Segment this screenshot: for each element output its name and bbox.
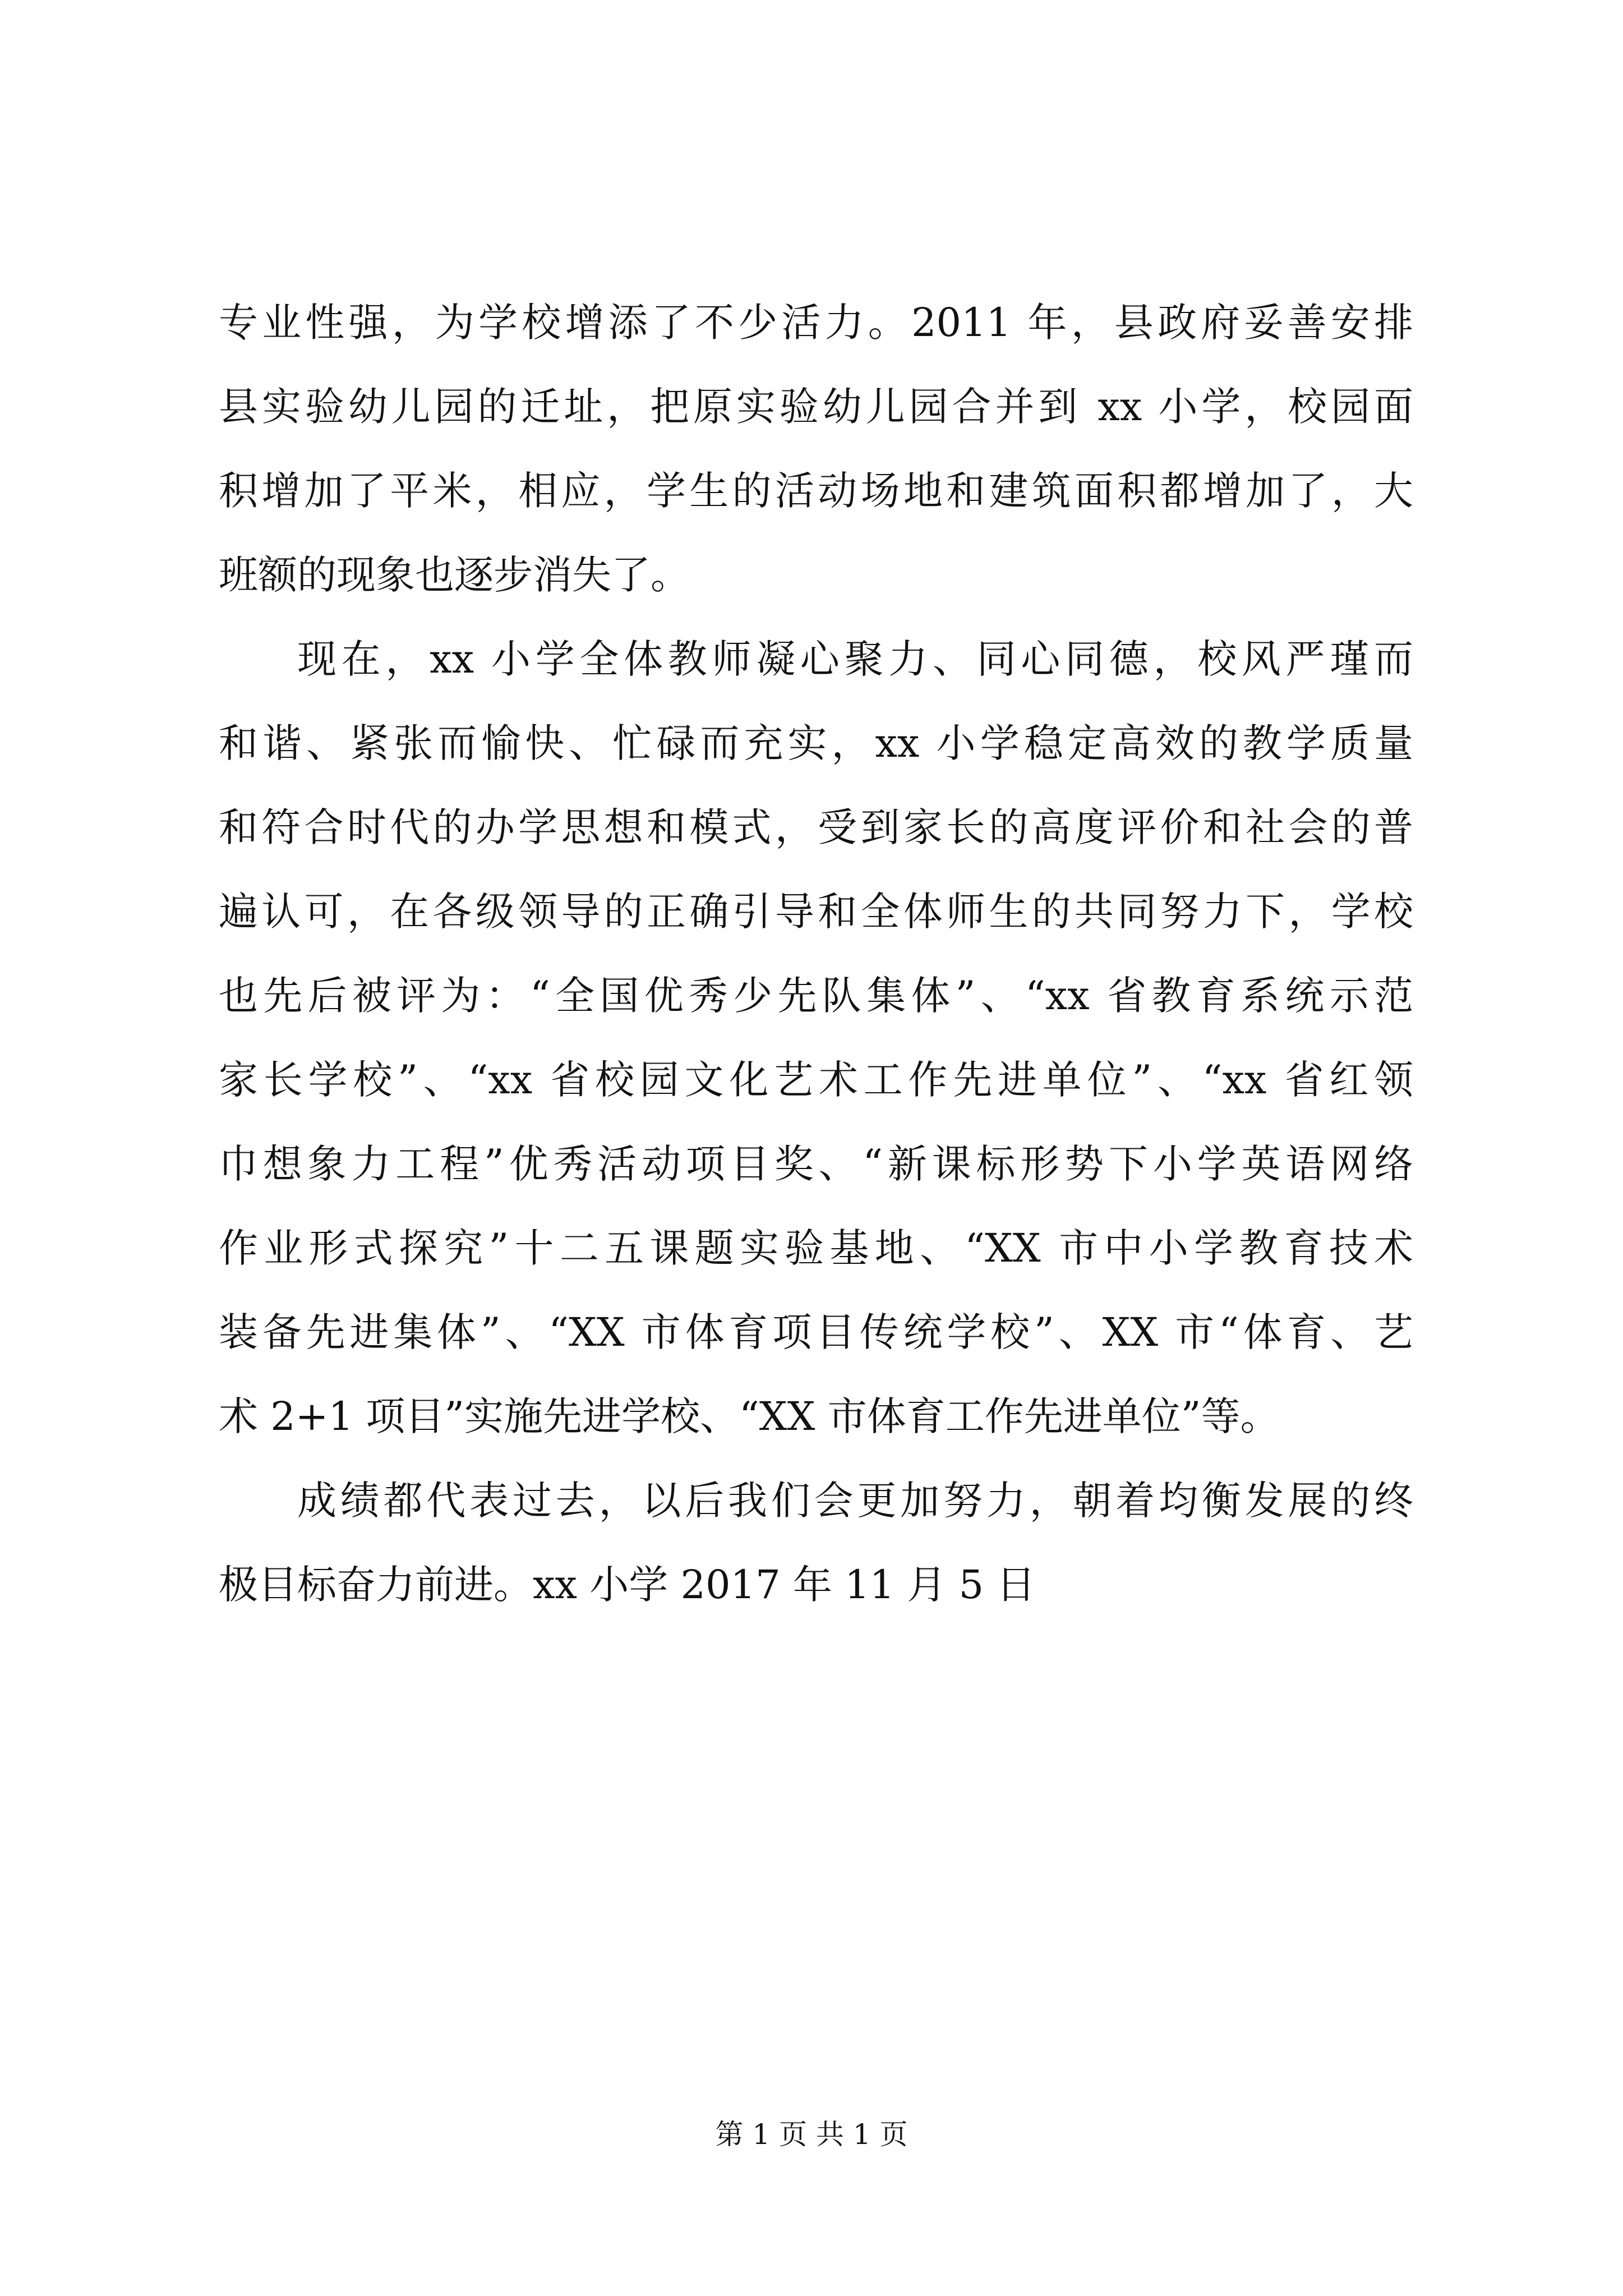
text-line: 专业性强，为学校增添了不少活力。2011 年，县政府妥善安排 bbox=[219, 300, 1413, 346]
paragraph-1 bbox=[219, 280, 1413, 617]
text-line: 家长学校”、“xx 省校园文化艺术工作先进单位”、“xx 省红领 bbox=[219, 1057, 1413, 1103]
text-line: 现在，xx 小学全体教师凝心聚力、同心同德，校风严瑾而 bbox=[297, 636, 1413, 682]
page-number-footer: 第 1 页 共 1 页 bbox=[715, 2118, 908, 2151]
text-line: 极目标奋力前进。xx 小学 2017 年 11 月 5 日 bbox=[219, 1562, 1036, 1608]
text-line: 成绩都代表过去，以后我们会更加努力，朝着均衡发展的终 bbox=[297, 1478, 1413, 1524]
text-line: 县实验幼儿园的迁址，把原实验幼儿园合并到 xx 小学，校园面 bbox=[219, 384, 1413, 430]
text-line: 巾想象力工程”优秀活动项目奖、“新课标形势下小学英语网络 bbox=[219, 1141, 1413, 1187]
text-line: 积增加了平米，相应，学生的活动场地和建筑面积都增加了，大 bbox=[219, 468, 1413, 514]
text-line: 和谐、紧张而愉快、忙碌而充实，xx 小学稳定高效的教学质量 bbox=[219, 720, 1413, 766]
text-line: 班额的现象也逐步消失了。 bbox=[219, 552, 690, 598]
paragraph-3 bbox=[219, 1458, 1413, 1627]
paragraph-2 bbox=[219, 617, 1413, 1458]
text-line: 和符合时代的办学思想和模式，受到家长的高度评价和社会的普 bbox=[219, 804, 1413, 850]
text-line: 装备先进集体”、“XX 市体育项目传统学校”、XX 市“体育、艺 bbox=[219, 1309, 1413, 1355]
text-line: 也先后被评为：“全国优秀少先队集体”、“xx 省教育系统示范 bbox=[219, 973, 1413, 1019]
text-line: 作业形式探究”十二五课题实验基地、“XX 市中小学教育技术 bbox=[219, 1225, 1413, 1271]
text-line: 遍认可，在各级领导的正确引导和全体师生的共同努力下，学校 bbox=[219, 889, 1413, 935]
document-body bbox=[219, 280, 1413, 1627]
text-line: 术 2+1 项目”实施先进学校、“XX 市体育工作先进单位”等。 bbox=[219, 1393, 1280, 1439]
